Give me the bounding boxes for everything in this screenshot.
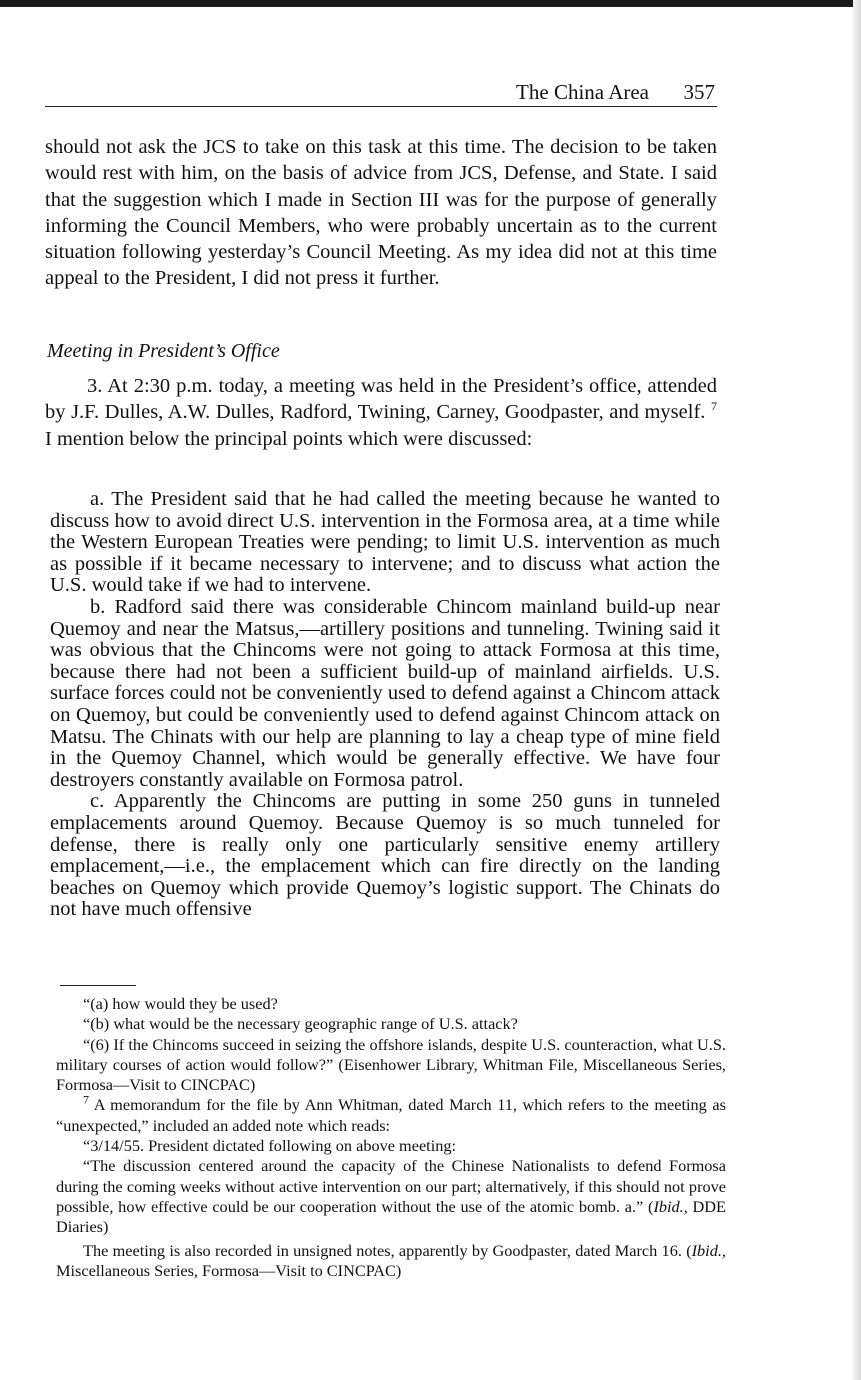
- footnote-dictated: “3/14/55. President dictated following on above meeting:: [83, 1136, 457, 1156]
- page-number: 357: [683, 80, 715, 104]
- paragraph-continuation: [45, 134, 717, 292]
- paragraph-1-text: should not ask the JCS to take on this task at this time. The decision to be taken would rest with him, on the basis of advice from JCS, Defense, and State. I said that the suggestion which I made in Section III was for the purpose of generally informing the Council Members, who were probably uncertain as to the current situation following yesterday’s Council Meeting. As my idea did not at this time appeal to the President, I did not press it further.: [45, 136, 717, 290]
- footnote-recorded-tail: Miscellaneous Series, Formosa—Visit to CINCPAC): [56, 1260, 402, 1280]
- footnote-7: [56, 1095, 726, 1136]
- paragraph-3: [45, 373, 717, 452]
- footnote-discussion-tail: DDE Diaries): [56, 1196, 727, 1237]
- point-b: b. Radford said there was considerable Chincom mainland build-up near Quemoy and near the Matsus,—artillery positions and tunneling. Twining said it was obvious that the Chincoms were not going to attack Formosa at this time, because there had not been a sufficient build-up of mainland airfields. U.S. surface forces could not be conveniently used to defend against a Chincom attack on Quemoy, but could be conveniently used to defend against Chincom attack on Matsu. The Chinats with our help are planning to lay a cheap type of mine field in the Quemoy Channel, which would be generally effective. We have four destroyers constantly available on Formosa patrol.: [50, 595, 720, 791]
- footnote-question-a: “(a) how would they be used?: [83, 994, 278, 1013]
- point-a: a. The President said that he had called the meeting because he wanted to discuss how to avoid direct U.S. intervention in the Formosa area, at a time while the Western European Treaties were pending; to limit U.S. intervention as much as possible if it became necessary to intervene; and to discuss what action the U.S. would take if we had to intervene.: [50, 488, 720, 597]
- paragraph-3-before-note: 3. At 2:30 p.m. today, a meeting was held in the President’s office, attended by J.F. Dulles, A.W. Dulles, Radford, Twining, Carney, Goodpaster, and myself.: [45, 375, 717, 424]
- scan-right-edge: [853, 0, 861, 1380]
- paragraph-3-after-note: I mention below the principal points which were discussed:: [45, 427, 533, 450]
- footnote-marker-7: 7: [711, 399, 717, 414]
- footnote-recorded: [56, 1241, 726, 1282]
- running-head-title: The China Area: [516, 80, 649, 104]
- footnote-recorded-text: The meeting is also recorded in unsigned notes, apparently by Goodpaster, dated March 16. (: [83, 1240, 692, 1260]
- point-c: c. Apparently the Chincoms are putting in some 250 guns in tunneled emplacements around Quemoy. Because Quemoy is so much tunneled for defense, there is really only one particularly sensitive enemy artillery emplacement,—i.e., the emplacement which can fire directly on the landing beaches on Quemoy which provide Quemoy’s logistic support. The Chinats do not have much offensive: [50, 790, 720, 921]
- footnote-question-6: “(6) If the Chincoms succeed in seizing the offshore islands, despite U.S. counteraction, what U.S. military courses of action would follow?” (Eisenhower Library, Whitman File, Miscellaneous Series, Formosa—Visit to CINCPAC): [56, 1034, 726, 1095]
- footnote-discussion-text: “The discussion centered around the capacity of the Chinese Nationalists to defend Formosa during the coming weeks without active intervention on our part; alternatively, if this should not prove possible, how effective could be our cooperation without the use of the atomic bomb. a.” (: [56, 1156, 726, 1216]
- footnote-recorded-ibid: Ibid.,: [691, 1240, 726, 1260]
- footnote-question-b: “(b) what would be the necessary geographic range of U.S. attack?: [83, 1014, 518, 1034]
- running-head: [45, 78, 717, 107]
- footnote-7-marker: 7: [83, 1093, 89, 1108]
- paragraph-3-text: [45, 373, 717, 452]
- footnote-7-text: A memorandum for the file by Ann Whitman, dated March 11, which refers to the meeting as “unexpected,” included an added note which reads:: [56, 1095, 726, 1135]
- footnotes: [56, 994, 726, 1281]
- footnote-discussion: [56, 1156, 726, 1237]
- footnote-rule: [60, 985, 136, 986]
- section-heading: Meeting in President’s Office: [47, 340, 280, 362]
- footnote-discussion-ibid: Ibid.,: [653, 1196, 688, 1216]
- scan-top-edge: [0, 0, 861, 7]
- discussion-points: [50, 489, 720, 921]
